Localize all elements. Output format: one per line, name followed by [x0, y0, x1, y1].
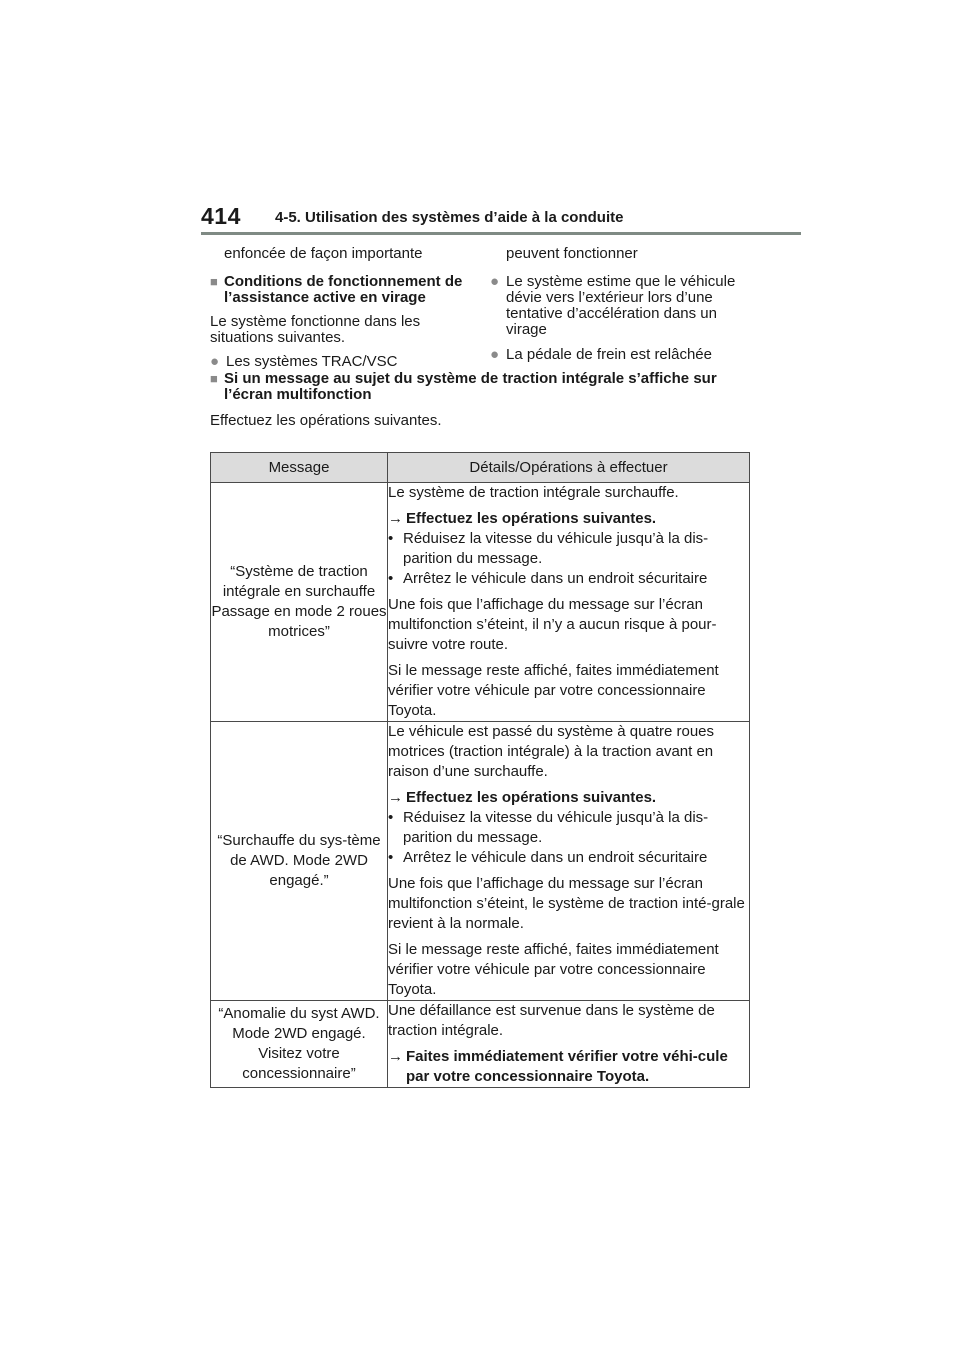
action-group [388, 509, 749, 589]
circle-bullet-icon: ● [490, 273, 500, 290]
section-heading [210, 371, 755, 403]
intro-text: Effectuez les opérations suivantes. [210, 412, 442, 429]
step-item [388, 569, 749, 589]
details-note: Si le message reste affiché, faites immédiatement vérifier votre véhicule par votre concessionnaire Toyota. [388, 662, 719, 719]
details-cell [388, 483, 750, 722]
action-text: Effectuez les opérations suivantes. [406, 789, 657, 806]
step-item [388, 848, 749, 868]
heading-text: Conditions de fonctionnement de l’assistance active en virage [224, 273, 463, 306]
square-bullet-icon: ■ [210, 371, 218, 386]
message-cell: “Système de traction intégrale en surchauffe Passage en mode 2 roues motrices” [211, 483, 388, 722]
details-cell [388, 1001, 750, 1088]
list-item-text: Les systèmes TRAC/VSC [226, 353, 398, 370]
section-title: 4-5. Utilisation des systèmes d’aide à la conduite [275, 209, 624, 226]
list-item [210, 354, 466, 370]
heading-text: Si un message au sujet du système de traction intégrale s’affiche sur l’écran multifonction [224, 370, 717, 403]
continuation-text: enfoncée de façon importante [224, 245, 423, 262]
table-row [211, 722, 750, 1001]
list-item [490, 347, 752, 363]
right-arrow-icon: → [388, 789, 403, 806]
page-header [201, 203, 801, 235]
action-line [388, 509, 749, 529]
step-text: Arrêtez le véhicule dans un endroit sécuritaire [403, 570, 708, 587]
section-heading [210, 274, 466, 306]
awd-message-section [210, 371, 755, 429]
table-header-row [211, 453, 750, 483]
left-column [210, 246, 466, 379]
step-text: Réduisez la vitesse du véhicule jusqu’à la dis-parition du message. [403, 530, 709, 567]
step-item [388, 529, 749, 569]
details-cell [388, 722, 750, 1001]
table-row [211, 1001, 750, 1088]
action-group [388, 788, 749, 868]
right-arrow-icon: → [388, 510, 403, 527]
dot-bullet-icon: • [388, 530, 394, 547]
details-lead: Le système de traction intégrale surchauffe. [388, 484, 679, 501]
step-text: Réduisez la vitesse du véhicule jusqu’à la dis-parition du message. [403, 809, 709, 846]
square-bullet-icon: ■ [210, 274, 218, 289]
dot-bullet-icon: • [388, 849, 394, 866]
right-column [490, 246, 752, 372]
details-lead: Le véhicule est passé du système à quatre roues motrices (traction intégrale) à la traction avant en raison d’une surchauffe. [388, 723, 715, 780]
step-text: Arrêtez le véhicule dans un endroit sécuritaire [403, 849, 708, 866]
action-text: Effectuez les opérations suivantes. [406, 510, 657, 527]
action-text: Faites immédiatement vérifier votre véhi-cule par votre concessionnaire Toyota. [406, 1048, 728, 1085]
message-cell: “Surchauffe du sys-tème de AWD. Mode 2WD engagé.” [211, 722, 388, 1001]
details-lead: Une défaillance est survenue dans le système de traction intégrale. [388, 1002, 715, 1039]
column-header-message: Message [211, 453, 388, 483]
page-number: 414 [201, 203, 241, 229]
action-line [388, 1047, 749, 1087]
column-header-details: Détails/Opérations à effectuer [388, 453, 750, 483]
list-item [490, 274, 752, 338]
circle-bullet-icon: ● [210, 353, 220, 370]
details-after: Une fois que l’affichage du message sur l’écran multifonction s’éteint, le système de traction inté-grale revient à la normale. [388, 875, 745, 932]
intro-text: Le système fonctionne dans les situations suivantes. [210, 313, 421, 346]
header-divider [201, 232, 801, 235]
dot-bullet-icon: • [388, 570, 394, 587]
action-line [388, 788, 749, 808]
continuation-text: peuvent fonctionner [506, 245, 638, 262]
dot-bullet-icon: • [388, 809, 394, 826]
details-note: Si le message reste affiché, faites immédiatement vérifier votre véhicule par votre concessionnaire Toyota. [388, 941, 719, 998]
message-table [210, 452, 750, 1088]
message-cell: “Anomalie du syst AWD. Mode 2WD engagé. Visitez votre concessionnaire” [211, 1001, 388, 1088]
circle-bullet-icon: ● [490, 346, 500, 363]
list-item-text: Le système estime que le véhicule dévie vers l’extérieur lors d’une tentative d’accélération dans un virage [506, 273, 736, 338]
right-arrow-icon: → [388, 1048, 403, 1065]
details-after: Une fois que l’affichage du message sur l’écran multifonction s’éteint, il n’y a aucun risque à pour-suivre votre route. [388, 596, 717, 653]
table-row [211, 483, 750, 722]
step-item [388, 808, 749, 848]
list-item-text: La pédale de frein est relâchée [506, 346, 712, 363]
